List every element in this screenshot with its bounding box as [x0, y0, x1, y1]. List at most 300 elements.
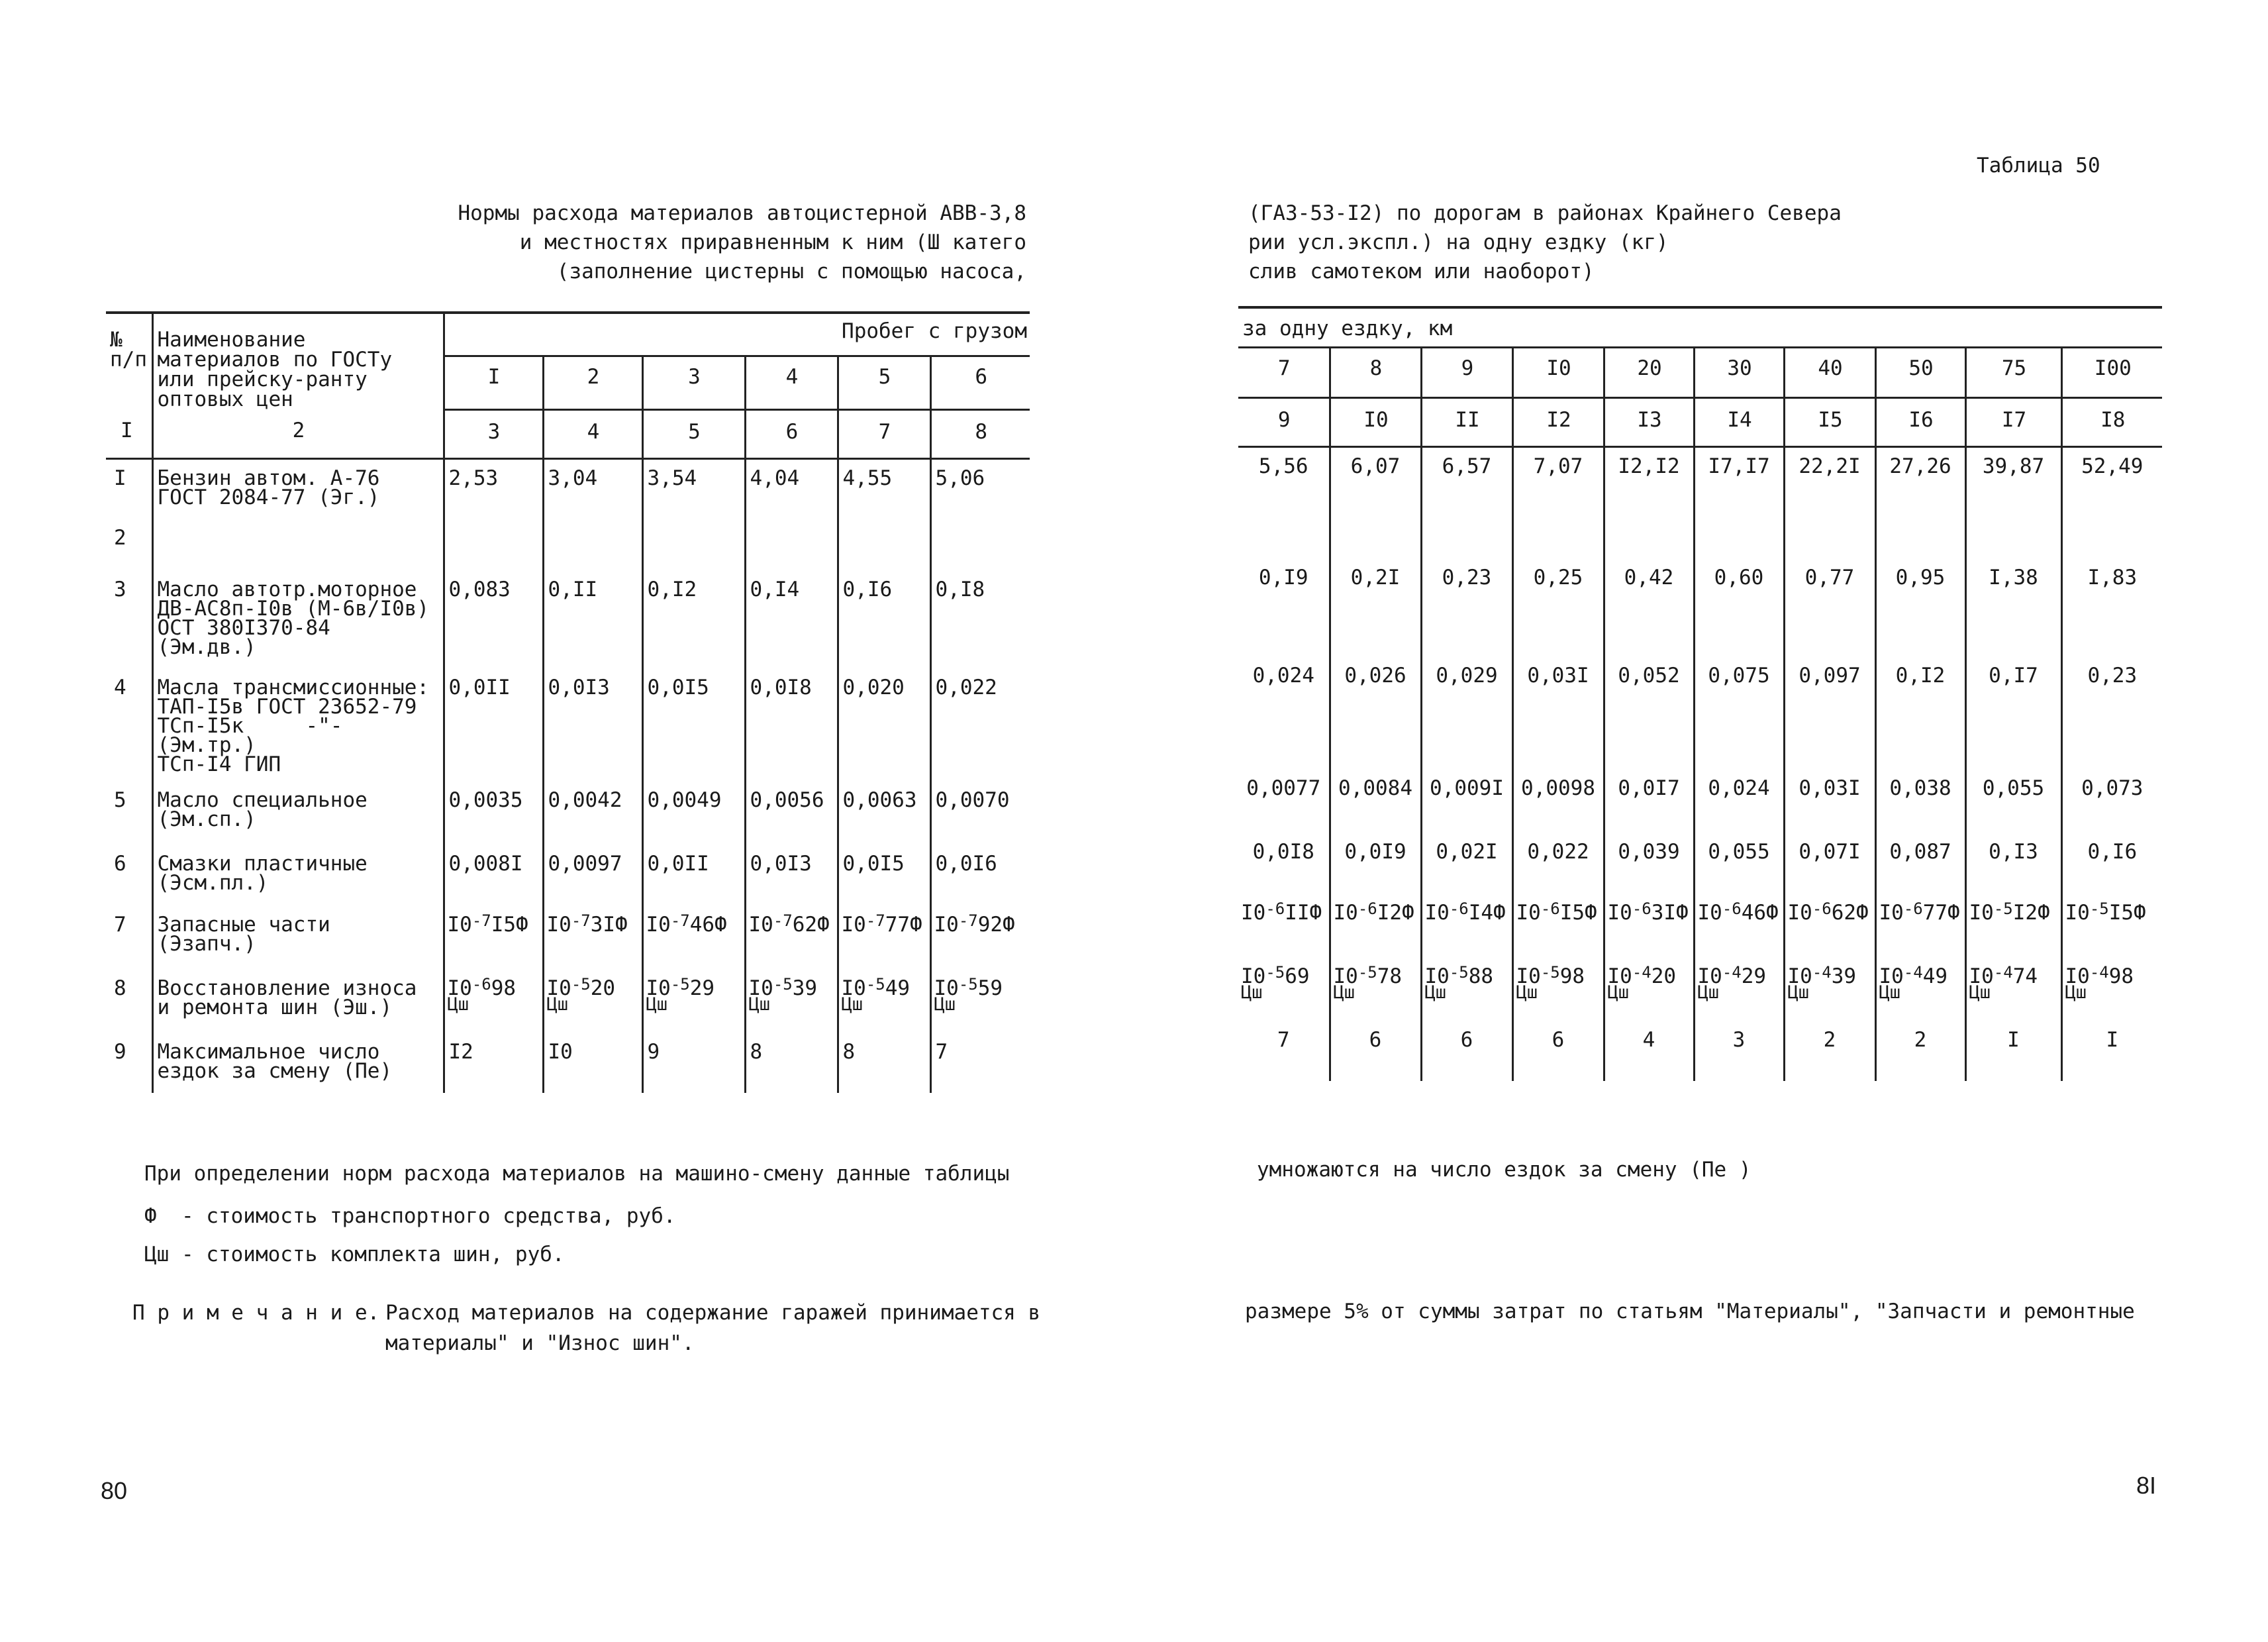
value-base: I0: [1607, 901, 1632, 925]
value-exponent: -7: [773, 911, 793, 930]
value-unit: Цш: [1969, 982, 1991, 1003]
row-number: 3: [114, 578, 126, 601]
value-factor: 46Ф: [1741, 901, 1779, 925]
page-number-left: 80: [101, 1477, 128, 1504]
row-number: 7: [114, 913, 126, 937]
column-number-cell: 8: [930, 409, 1030, 458]
value-exponent: -6: [1812, 899, 1832, 918]
column-number-cell: I3: [1604, 397, 1694, 446]
value-cell: [444, 970, 543, 1033]
value-base: I0: [934, 913, 959, 937]
value-factor: I5Ф: [491, 913, 528, 937]
column-number-cell: I7: [1965, 397, 2061, 446]
value-exponent: -5: [1540, 963, 1560, 982]
km-header-cell: 50: [1875, 347, 1965, 397]
value-cell: [543, 906, 642, 970]
value-cell: 0,0II: [444, 669, 543, 782]
value-cell: [2061, 894, 2162, 958]
material-name-line: Восстановление износа: [157, 976, 417, 1000]
value-exponent: -5: [958, 975, 978, 994]
value-exponent: -5: [670, 975, 690, 994]
row-material-name: [152, 458, 444, 519]
value-cell: 0,I7: [1965, 657, 2061, 770]
title-right: [1248, 199, 1842, 286]
header-num: № п/п: [110, 328, 147, 372]
value-exponent: -4: [1903, 963, 1923, 982]
value-base: I0: [748, 976, 773, 1000]
value-base: I0: [1424, 901, 1450, 925]
value-cell: 0,039: [1604, 833, 1694, 894]
column-number-cell: II: [1421, 397, 1512, 446]
value-cell: I2,I2: [1604, 446, 1694, 507]
value-exponent: -5: [1449, 963, 1469, 982]
value-base: I0: [546, 913, 571, 937]
km-header-cell: I: [444, 356, 543, 409]
value-factor: 69: [1285, 964, 1310, 988]
value-cell: [1604, 958, 1694, 1021]
value-exponent: -5: [865, 975, 885, 994]
value-exponent: -4: [1632, 963, 1652, 982]
header-name: Наименование материалов по ГОСТу или прейску-ранту оптовых цен: [152, 314, 444, 409]
column-number-cell: I8: [2061, 397, 2162, 446]
material-name-line: ГОСТ 2084-77 (Эг.): [157, 485, 380, 509]
value-factor: 92Ф: [977, 913, 1015, 937]
value-cell: 0,087: [1875, 833, 1965, 894]
value-cell: [2061, 958, 2162, 1021]
value-exponent: -6: [471, 975, 491, 994]
value-exponent: -4: [2089, 963, 2109, 982]
value-cell: 22,2I: [1784, 446, 1875, 507]
value-cell: 0,I8: [930, 571, 1030, 669]
value-cell: 27,26: [1875, 446, 1965, 507]
value-cell: 0,097: [1784, 657, 1875, 770]
column-number-cell: I0: [1330, 397, 1421, 446]
value-base: I0: [1697, 901, 1722, 925]
column-number-cell: I4: [1694, 397, 1784, 446]
value-cell: 8: [838, 1033, 930, 1093]
value-cell: 0,0070: [930, 782, 1030, 845]
material-name-line: Максимальное число: [157, 1040, 380, 1064]
material-name-line: ТСп-I4 ГИП: [157, 752, 281, 776]
value-cell: [1604, 894, 1694, 958]
value-cell: [745, 970, 838, 1033]
km-header-cell: 40: [1784, 347, 1875, 397]
km-header-cell: 30: [1694, 347, 1784, 397]
value-unit: Цш: [447, 994, 469, 1015]
km-header-cell: 3: [642, 356, 745, 409]
value-cell: 0,I2: [1875, 657, 1965, 770]
value-cell: [444, 519, 543, 571]
value-cell: 0,25: [1512, 559, 1604, 657]
value-cell: 0,I2: [642, 571, 745, 669]
value-cell: [1965, 507, 2061, 559]
value-cell: 0,026: [1330, 657, 1421, 770]
value-exponent: -7: [471, 911, 491, 930]
row-material-name: [152, 782, 444, 845]
value-cell: 39,87: [1965, 446, 2061, 507]
value-base: I0: [1516, 901, 1541, 925]
column-number-cell: 3: [444, 409, 543, 458]
value-factor: 98: [1559, 964, 1585, 988]
material-name-line: Масло автотр.моторное: [157, 578, 417, 601]
value-factor: 3IФ: [590, 913, 628, 937]
value-base: I0: [1969, 901, 1994, 925]
value-factor: 3IФ: [1651, 901, 1689, 925]
material-name-line: ОСТ 380I370-84: [157, 616, 330, 640]
value-base: I0: [1879, 901, 1904, 925]
value-base: I0: [1787, 901, 1812, 925]
value-unit: Цш: [546, 994, 569, 1015]
value-cell: [642, 906, 745, 970]
value-cell: 4,55: [838, 458, 930, 519]
value-unit: Цш: [1787, 982, 1810, 1003]
value-base: I0: [1241, 964, 1266, 988]
value-cell: 0,I6: [838, 571, 930, 669]
km-header-cell: I0: [1512, 347, 1604, 397]
title-right-line: рии усл.экспл.) на одну ездку (кг): [1248, 231, 1669, 254]
value-cell: [838, 519, 930, 571]
table-row: [1238, 894, 2162, 958]
value-cell: [1784, 894, 1875, 958]
value-cell: [1238, 958, 1330, 1021]
value-exponent: -4: [1993, 963, 2013, 982]
value-cell: [1512, 507, 1604, 559]
value-base: I0: [1697, 964, 1722, 988]
value-cell: 0,0084: [1330, 770, 1421, 833]
value-cell: 52,49: [2061, 446, 2162, 507]
value-cell: 0,0I3: [543, 669, 642, 782]
value-cell: 0,42: [1604, 559, 1694, 657]
km-header-cell: I00: [2061, 347, 2162, 397]
value-cell: 5,56: [1258, 454, 1308, 478]
value-unit: Цш: [1333, 982, 1356, 1003]
value-cell: 0,2I: [1330, 559, 1421, 657]
value-base: I0: [841, 976, 866, 1000]
table-row: [1238, 507, 2162, 559]
value-cell: 0,0077: [1246, 776, 1321, 800]
value-cell: I,83: [2061, 559, 2162, 657]
value-cell: I: [1965, 1021, 2061, 1081]
value-base: I0: [1516, 964, 1541, 988]
value-cell: 0,022: [1512, 833, 1604, 894]
page-number-right: 8I: [2136, 1472, 2157, 1499]
value-cell: [543, 970, 642, 1033]
value-exponent: -5: [571, 975, 591, 994]
note-left-2: материалы" и "Износ шин".: [385, 1331, 695, 1355]
value-cell: I7,I7: [1694, 446, 1784, 507]
value-cell: [745, 906, 838, 970]
km-header-cell: 4: [745, 356, 838, 409]
value-factor: 77Ф: [1922, 901, 1960, 925]
value-cell: 0,I4: [745, 571, 838, 669]
value-cell: [1604, 507, 1694, 559]
table-row: [106, 669, 1030, 782]
material-name-line: ТАП-I5в ГОСТ 23652-79: [157, 695, 417, 719]
header-group-right: за одну ездку, км: [1238, 309, 2162, 347]
title-left-line: Нормы расхода материалов автоцистерной АВВ-3,8: [458, 201, 1026, 225]
km-header-cell: 6: [930, 356, 1030, 409]
value-cell: [1512, 894, 1604, 958]
row-material-name: [152, 1033, 444, 1093]
value-cell: 0,0098: [1512, 770, 1604, 833]
value-base: I0: [546, 976, 571, 1000]
value-cell: 0,0I8: [745, 669, 838, 782]
row-material-name: [152, 845, 444, 906]
value-cell: 4: [1604, 1021, 1694, 1081]
value-factor: 46Ф: [689, 913, 727, 937]
row-number: 5: [114, 788, 126, 812]
row-material-name: [152, 906, 444, 970]
value-cell: [1875, 507, 1965, 559]
value-factor: 39: [792, 976, 818, 1000]
column-number-cell: 6: [745, 409, 838, 458]
value-cell: [1875, 894, 1965, 958]
value-base: I0: [1969, 964, 1994, 988]
value-cell: 0,23: [2061, 657, 2162, 770]
value-exponent: -6: [1449, 899, 1469, 918]
value-unit: Цш: [646, 994, 668, 1015]
value-cell: [1421, 958, 1512, 1021]
value-cell: 0,024: [1252, 664, 1314, 688]
value-factor: I5Ф: [1559, 901, 1597, 925]
value-cell: 0,03I: [1784, 770, 1875, 833]
table-row: [1238, 446, 2162, 507]
value-cell: 0,009I: [1421, 770, 1512, 833]
value-exponent: -7: [958, 911, 978, 930]
value-cell: 0,073: [2061, 770, 2162, 833]
value-exponent: -6: [1722, 899, 1742, 918]
value-unit: Цш: [1607, 982, 1630, 1003]
value-cell: I2: [444, 1033, 543, 1093]
value-base: I0: [1333, 901, 1358, 925]
value-cell: 0,0I9: [1330, 833, 1421, 894]
row-number: 9: [114, 1040, 126, 1064]
value-exponent: -6: [1903, 899, 1923, 918]
value-exponent: -5: [1993, 899, 2013, 918]
value-factor: IIФ: [1285, 901, 1322, 925]
value-cell: 0,95: [1875, 559, 1965, 657]
value-base: I0: [646, 976, 671, 1000]
value-cell: 0,23: [1421, 559, 1512, 657]
table-row: [1238, 657, 2162, 770]
value-factor: 62Ф: [792, 913, 830, 937]
value-cell: 3,04: [543, 458, 642, 519]
note-left-1: Расход материалов на содержание гаражей принимается в: [385, 1301, 1041, 1325]
title-right-line: (ГАЗ-53-I2) по дорогам в районах Крайнего Севера: [1248, 201, 1842, 225]
value-cell: 0,I6: [2061, 833, 2162, 894]
column-number-cell: I: [106, 409, 152, 458]
value-cell: 6,07: [1330, 446, 1421, 507]
column-number-cell: 4: [543, 409, 642, 458]
material-name-line: (Эзапч.): [157, 932, 256, 956]
value-cell: [642, 519, 745, 571]
value-cell: 0,020: [838, 669, 930, 782]
value-factor: I2Ф: [2012, 901, 2050, 925]
material-name-line: ездок за смену (Пе): [157, 1059, 393, 1083]
value-cell: 0,0042: [543, 782, 642, 845]
value-exponent: -6: [1265, 899, 1285, 918]
value-exponent: -5: [773, 975, 793, 994]
value-unit: Цш: [1516, 982, 1538, 1003]
table-row: [1238, 770, 2162, 833]
value-base: I0: [1241, 901, 1266, 925]
table-row: [106, 845, 1030, 906]
value-cell: [1784, 507, 1875, 559]
value-factor: 74: [2012, 964, 2038, 988]
value-cell: [1330, 507, 1421, 559]
value-cell: 7: [930, 1033, 1030, 1093]
value-cell: [838, 970, 930, 1033]
value-cell: 0,0I6: [930, 845, 1030, 906]
value-base: I0: [1424, 964, 1450, 988]
value-exponent: -7: [865, 911, 885, 930]
title-left: [457, 199, 1026, 286]
value-factor: I2Ф: [1377, 901, 1414, 925]
value-cell: [642, 970, 745, 1033]
table-row: [106, 458, 1030, 519]
value-cell: 3,54: [642, 458, 745, 519]
value-cell: [1694, 507, 1784, 559]
value-cell: 0,0049: [642, 782, 745, 845]
value-factor: 49: [1922, 964, 1948, 988]
km-header-cell: 2: [543, 356, 642, 409]
value-cell: [930, 519, 1030, 571]
material-name-line: ТСп-I5к -"-: [157, 714, 343, 738]
table-row: [1238, 1021, 2162, 1081]
value-cell: [1238, 507, 1330, 559]
row-number: 4: [114, 676, 126, 699]
value-factor: I5Ф: [2108, 901, 2146, 925]
value-factor: 98: [491, 976, 517, 1000]
note-line1-right: умножаются на число ездок за смену (Пе ): [1257, 1158, 1751, 1182]
value-cell: [1784, 958, 1875, 1021]
value-base: I0: [1333, 964, 1358, 988]
row-material-name: [152, 970, 444, 1033]
value-cell: 3: [1694, 1021, 1784, 1081]
value-factor: 98: [2108, 964, 2134, 988]
value-base: I0: [934, 976, 959, 1000]
value-factor: 20: [1651, 964, 1677, 988]
value-cell: 0,0I3: [745, 845, 838, 906]
left-table: [106, 314, 1030, 1093]
row-number: I: [114, 466, 126, 490]
value-exponent: -4: [1722, 963, 1742, 982]
note-line3: Цш - стоимость комплекта шин, руб.: [144, 1243, 565, 1266]
value-cell: 6,57: [1421, 446, 1512, 507]
value-cell: [1421, 894, 1512, 958]
value-unit: Цш: [934, 994, 956, 1015]
value-cell: 0,0II: [642, 845, 745, 906]
value-cell: 0,II: [543, 571, 642, 669]
value-cell: 0,0I8: [1252, 840, 1314, 864]
value-factor: 88: [1468, 964, 1494, 988]
value-cell: [1330, 958, 1421, 1021]
value-cell: [930, 906, 1030, 970]
km-header-cell: 75: [1965, 347, 2061, 397]
note-line1-left: При определении норм расхода материалов на машино-смену данные таблицы: [144, 1162, 1010, 1186]
value-cell: 0,0035: [444, 782, 543, 845]
note-label: П р и м е ч а н и е.: [132, 1301, 380, 1325]
value-factor: 49: [885, 976, 911, 1000]
column-number-cell: 7: [838, 409, 930, 458]
value-factor: 29: [689, 976, 715, 1000]
value-cell: 6: [1330, 1021, 1421, 1081]
value-base: I0: [1787, 964, 1812, 988]
material-name-line: Масла трансмиссионные:: [157, 676, 430, 699]
value-cell: [1965, 958, 2061, 1021]
value-cell: [1512, 958, 1604, 1021]
value-cell: 0,02I: [1421, 833, 1512, 894]
value-base: I0: [748, 913, 773, 937]
value-cell: 0,083: [444, 571, 543, 669]
km-header-cell: 8: [1330, 347, 1421, 397]
value-base: I0: [646, 913, 671, 937]
value-cell: 8: [745, 1033, 838, 1093]
value-cell: 0,60: [1694, 559, 1784, 657]
value-cell: 2: [1784, 1021, 1875, 1081]
value-cell: I0: [543, 1033, 642, 1093]
value-factor: 59: [977, 976, 1003, 1000]
value-cell: 6: [1512, 1021, 1604, 1081]
value-unit: Цш: [1424, 982, 1447, 1003]
value-cell: I: [2061, 1021, 2162, 1081]
material-name-line: Запасные части: [157, 913, 330, 937]
value-unit: Цш: [1697, 982, 1720, 1003]
value-cell: 0,I3: [1965, 833, 2061, 894]
value-cell: 0,0063: [838, 782, 930, 845]
value-factor: I4Ф: [1468, 901, 1506, 925]
value-exponent: -4: [1812, 963, 1832, 982]
value-cell: [1421, 507, 1512, 559]
value-cell: 0,0I5: [838, 845, 930, 906]
value-cell: 7: [1277, 1028, 1290, 1052]
value-base: I0: [841, 913, 866, 937]
value-base: I0: [1879, 964, 1904, 988]
value-factor: 78: [1377, 964, 1403, 988]
value-cell: 0,008I: [444, 845, 543, 906]
column-number-cell: 5: [642, 409, 745, 458]
value-cell: [1238, 894, 1330, 958]
table-row: [106, 1033, 1030, 1093]
value-cell: 0,0097: [543, 845, 642, 906]
value-factor: 39: [1831, 964, 1857, 988]
km-header-cell: 5: [838, 356, 930, 409]
material-name-line: (Эсм.пл.): [157, 871, 269, 895]
value-cell: [745, 519, 838, 571]
value-cell: 0,03I: [1512, 657, 1604, 770]
row-material-name: [152, 519, 444, 571]
value-base: I0: [2065, 964, 2090, 988]
km-header-cell: 9: [1421, 347, 1512, 397]
value-cell: 0,024: [1694, 770, 1784, 833]
value-base: I0: [447, 913, 472, 937]
title-left-line: и местностях приравненным к ним (Ш катего: [519, 231, 1026, 254]
value-cell: 0,029: [1421, 657, 1512, 770]
note-right: размере 5% от суммы затрат по статьям "Материалы", "Запчасти и ремонтные: [1245, 1300, 2135, 1323]
value-cell: 0,0I5: [642, 669, 745, 782]
value-cell: 0,055: [1694, 833, 1784, 894]
value-cell: 0,0056: [745, 782, 838, 845]
value-cell: [2061, 507, 2162, 559]
value-cell: 9: [642, 1033, 745, 1093]
value-unit: Цш: [2065, 982, 2087, 1003]
value-cell: 7,07: [1512, 446, 1604, 507]
table-row: [1238, 559, 2162, 657]
value-base: I0: [1607, 964, 1632, 988]
value-cell: 0,075: [1694, 657, 1784, 770]
value-cell: [1875, 958, 1965, 1021]
km-header-cell: 20: [1604, 347, 1694, 397]
